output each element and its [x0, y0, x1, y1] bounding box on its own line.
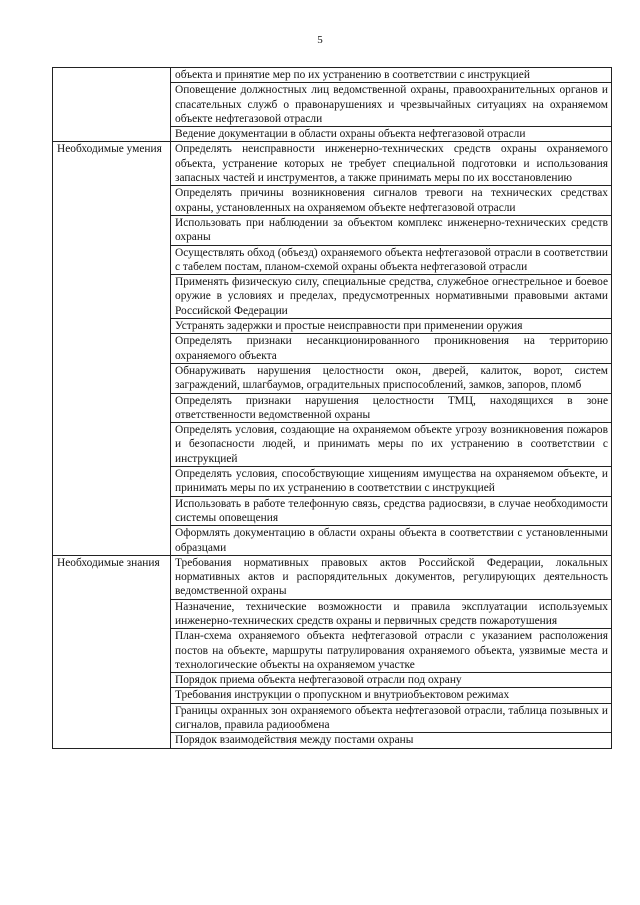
table-cell: Применять физическую силу, специальные средства, служебное огнестрельное и боевое оружие в условиях и пределах, предусмотренных нормативными правовыми актами Российской Федерации	[171, 275, 612, 319]
table-cell: Границы охранных зон охраняемого объекта нефтегазовой отрасли, таблица позывных и сигналов, правила радиообмена	[171, 703, 612, 733]
table-cell: Порядок взаимодействия между постами охраны	[171, 733, 612, 748]
table-cell: Определять признаки несанкционированного проникновения на территорию охраняемого объекта	[171, 334, 612, 364]
table-cell: Оформлять документацию в области охраны объекта в соответствии с установленными образцами	[171, 526, 612, 556]
table-cell: Определять условия, создающие на охраняемом объекте угрозу возникновения пожаров и безопасности людей, и принимать меры по их устранению в соответствии с инструкцией	[171, 423, 612, 467]
table-cell: Назначение, технические возможности и правила эксплуатации используемых инженерно-технических средств охраны и первичных средств пожаротушения	[171, 599, 612, 629]
table-cell: Определять признаки нарушения целостности ТМЦ, находящихся в зоне ответственности ведомственной охраны	[171, 393, 612, 423]
table-cell: Определять условия, способствующие хищениям имущества на охраняемом объекте, и принимать меры по их устранению в соответствии с инструкцией	[171, 467, 612, 497]
row-label-knowledge: Необходимые знания	[53, 555, 171, 748]
table-cell: Порядок приема объекта нефтегазовой отрасли под охрану	[171, 673, 612, 688]
table-cell: Обнаруживать нарушения целостности окон, дверей, калиток, ворот, систем заграждений, шлагбаумов, оградительных приспособлений, замков, запоров, пломб	[171, 363, 612, 393]
table-row	[53, 555, 612, 599]
requirements-table	[52, 67, 612, 749]
table-cell: Требования нормативных правовых актов Российской Федерации, локальных нормативных актов и распорядительных документов, регулирующих деятельность ведомственной охраны	[171, 555, 612, 599]
table-cell: Осуществлять обход (объезд) охраняемого объекта нефтегазовой отрасли в соответствии с табелем постам, планом-схемой охраны объекта нефтегазовой отрасли	[171, 245, 612, 275]
table-cell: Определять неисправности инженерно-технических средств охраны охраняемого объекта, устранение которых не требует специальной подготовки и использования запасных частей и инструментов, а также принимать меры по их восстановлению	[171, 142, 612, 186]
table-cell: объекта и принятие мер по их устранению в соответствии с инструкцией	[171, 68, 612, 83]
table-cell: План-схема охраняемого объекта нефтегазовой отрасли с указанием расположения постов на объекте, маршруты патрулирования охраняемого объекта, уязвимые места и технологические объекты на охраняемом участке	[171, 629, 612, 673]
table-cell: Использовать в работе телефонную связь, средства радиосвязи, в случае необходимости системы оповещения	[171, 496, 612, 526]
page-number: 5	[317, 34, 323, 46]
table-cell: Ведение документации в области охраны объекта нефтегазовой отрасли	[171, 127, 612, 142]
table-row	[53, 68, 612, 83]
row-label-skills: Необходимые умения	[53, 142, 171, 555]
table-cell: Требования инструкции о пропускном и внутриобъектовом режимах	[171, 688, 612, 703]
row-label	[53, 68, 171, 142]
table-cell: Устранять задержки и простые неисправности при применении оружия	[171, 319, 612, 334]
table-row	[53, 142, 612, 186]
table-cell: Определять причины возникновения сигналов тревоги на технических средствах охраны, установленных на охраняемом объекте нефтегазовой отрасли	[171, 186, 612, 216]
table-cell: Оповещение должностных лиц ведомственной охраны, правоохранительных органов и спасательных служб о правонарушениях и чрезвычайных ситуациях на охраняемом объекте нефтегазовой отрасли	[171, 83, 612, 127]
table-cell: Использовать при наблюдении за объектом комплекс инженерно-технических средств охраны	[171, 215, 612, 245]
